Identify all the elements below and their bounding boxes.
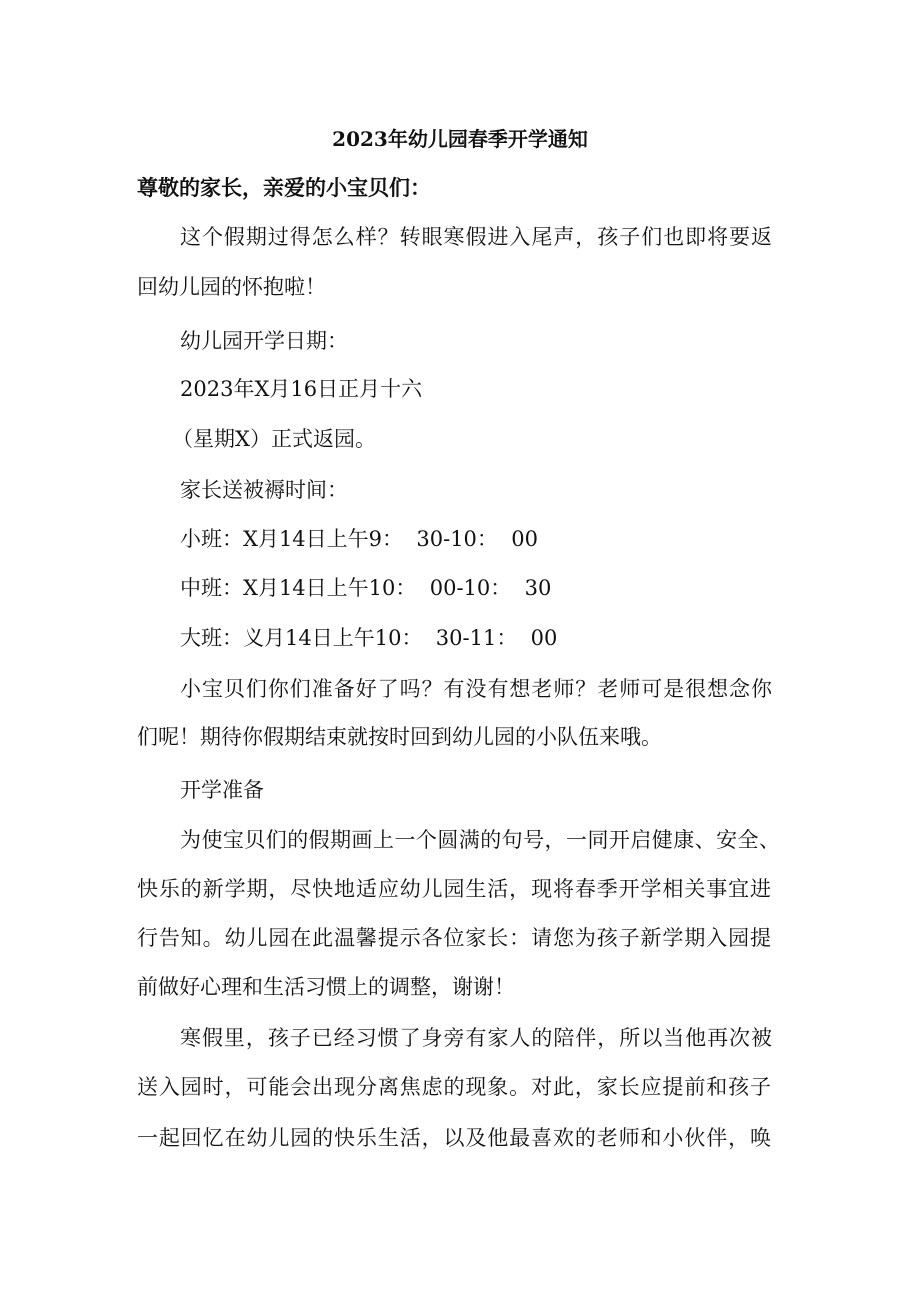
paragraph-line: 幼儿园开学日期：: [180, 329, 348, 353]
paragraph-line: 行告知。幼儿园在此温馨提示各位家长：请您为孩子新学期入园提: [137, 926, 771, 950]
paragraph-line: 快乐的新学期，尽快地适应幼儿园生活，现将春季开学相关事宜进: [137, 877, 771, 901]
paragraph-line: 家长送被褥时间：: [180, 478, 348, 502]
paragraph-line: 小宝贝们你们准备好了吗？有没有想老师？老师可是很想念你: [180, 677, 772, 701]
section-heading: 开学准备: [180, 778, 264, 802]
greeting: 尊敬的家长，亲爱的小宝贝们：: [137, 175, 431, 200]
paragraph-line: 送入园时，可能会出现分离焦虑的现象。对此，家长应提前和孩子: [137, 1075, 771, 1099]
small-class-time: 小班：X月14日上午9： 30-10： 00: [180, 527, 538, 551]
opening-date: 2023年X月16日正月十六: [180, 377, 423, 401]
middle-class-time: 中班：X月14日上午10： 00-10： 30: [180, 576, 552, 600]
document-title: 2023年幼儿园春季开学通知: [332, 127, 588, 151]
opening-weekday: （星期X）正式返园。: [172, 427, 376, 451]
paragraph-line: 寒假里，孩子已经习惯了身旁有家人的陪伴，所以当他再次被: [180, 1026, 772, 1050]
paragraph-line: 一起回忆在幼儿园的快乐生活，以及他最喜欢的老师和小伙伴，唤: [137, 1126, 771, 1150]
large-class-time: 大班：义月14日上午10： 30-11： 00: [180, 626, 558, 650]
paragraph-line: 这个假期过得怎么样？转眼寒假进入尾声，孩子们也即将要返: [180, 225, 772, 249]
paragraph-line: 为使宝贝们的假期画上一个圆满的句号，一同开启健康、安全、: [180, 828, 780, 852]
paragraph-line: 们呢！期待你假期结束就按时回到幼儿园的小队伍来哦。: [137, 725, 662, 749]
paragraph-line: 前做好心理和生活习惯上的调整，谢谢！: [137, 975, 515, 999]
paragraph-line: 回幼儿园的怀抱啦！: [137, 275, 326, 299]
